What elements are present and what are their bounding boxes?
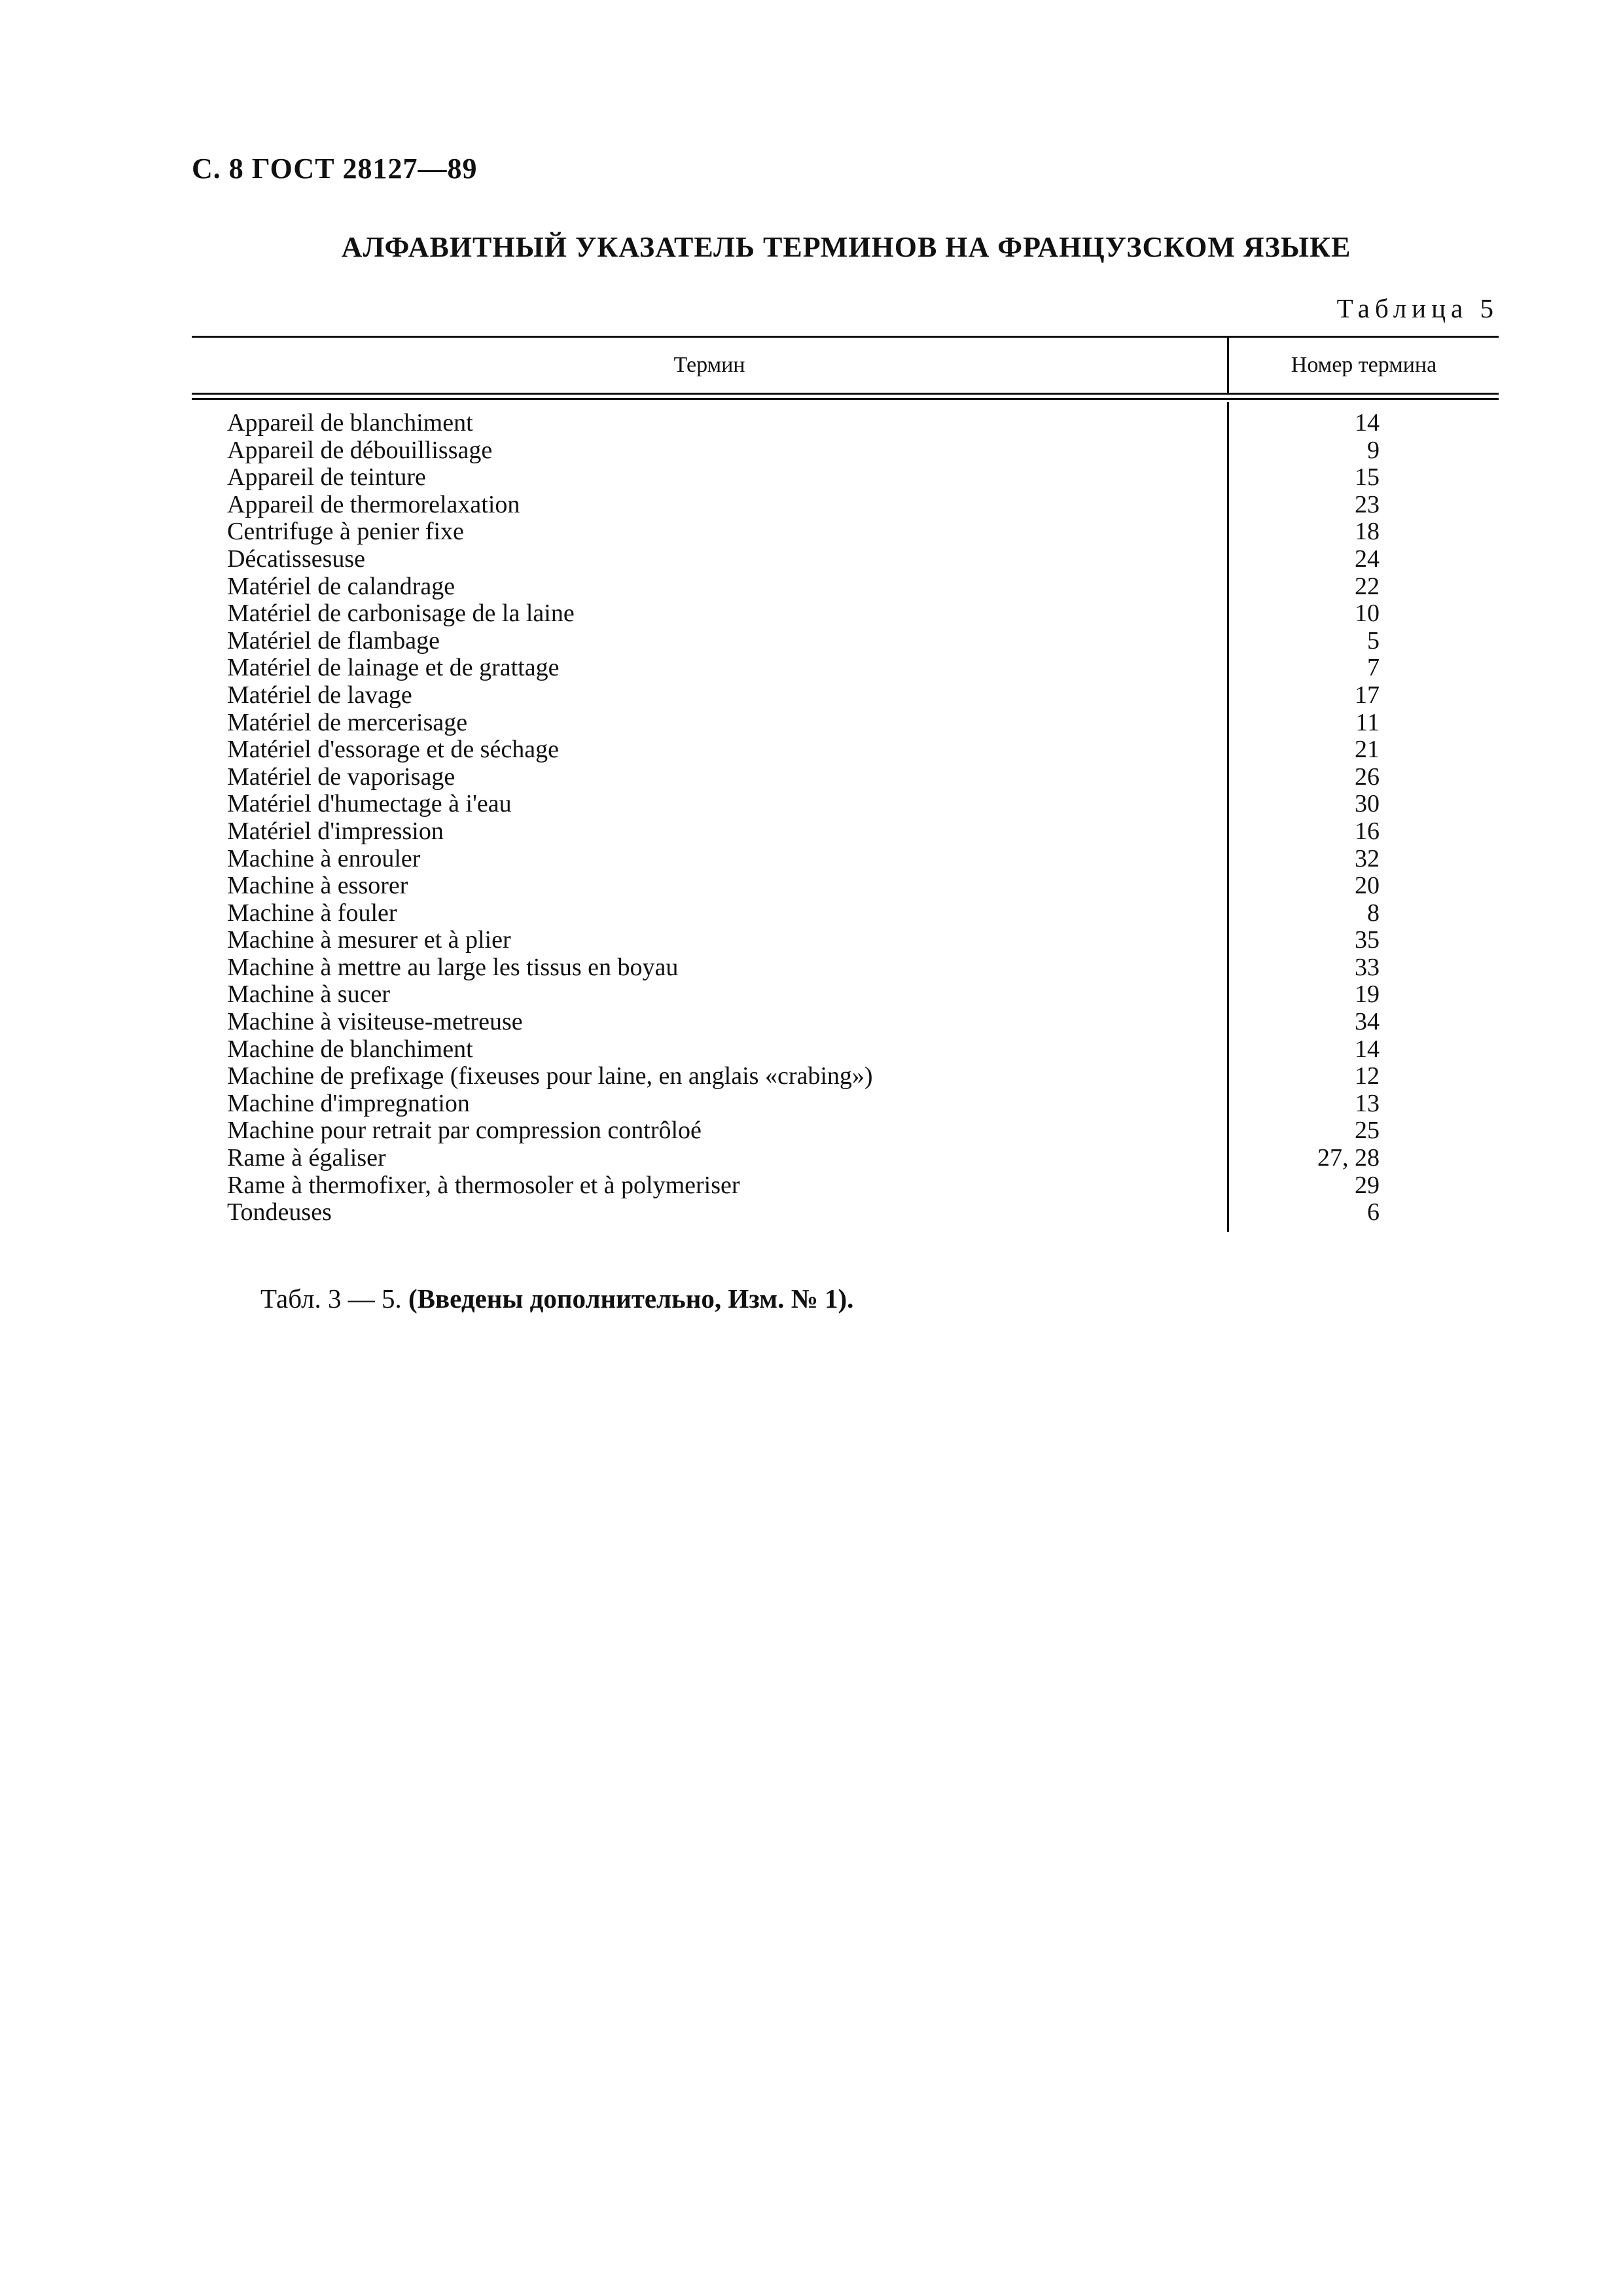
table-row-term: Machine à visiteuse-metreuse (227, 1008, 523, 1036)
table-row-term: Machine de blanchiment (227, 1035, 473, 1063)
table-row-term: Machine pour retrait par compression contrôloé (227, 1117, 702, 1145)
table-row-term: Machine à enrouler (227, 844, 421, 872)
table-row-term: Matériel de mercerisage (227, 708, 468, 736)
table-row-number: 14 (1355, 1035, 1380, 1063)
table-row-term: Machine à fouler (227, 899, 397, 927)
numbers-column (1229, 402, 1499, 1232)
table-row-term: Appareil de thermorelaxation (227, 490, 520, 518)
document-title: АЛФАВИТНЫЙ УКАЗАТЕЛЬ ТЕРМИНОВ НА ФРАНЦУЗСКОМ ЯЗЫКЕ (341, 231, 1351, 263)
table-row-term: Matériel de calandrage (227, 572, 455, 600)
table-row-number: 35 (1355, 926, 1380, 954)
table-row-term: Matériel d'impression (227, 817, 444, 845)
table-row-term: Matériel de flambage (227, 626, 440, 655)
table-row-term: Centrifuge à penier fixe (227, 518, 464, 546)
table-row-term: Tondeuses (227, 1198, 332, 1227)
table-row-number: 11 (1355, 708, 1380, 736)
table-caption: Таблица 5 (1336, 293, 1499, 323)
table-header-row (192, 338, 1499, 395)
table-row-number: 6 (1367, 1198, 1380, 1227)
table-row-number: 23 (1355, 490, 1380, 518)
table-row-number: 14 (1355, 409, 1380, 437)
table-row-number: 29 (1355, 1171, 1380, 1199)
table-row-number: 30 (1355, 790, 1380, 818)
table-body (192, 402, 1499, 1232)
table-row-number: 7 (1367, 654, 1380, 682)
table-row-term: Décatissesuse (227, 545, 366, 573)
table-row-number: 12 (1355, 1062, 1380, 1090)
table-row-number: 17 (1355, 681, 1380, 709)
table-row-number: 13 (1355, 1089, 1380, 1117)
table-row-number: 8 (1367, 899, 1380, 927)
table-row-term: Rame à égaliser (227, 1144, 386, 1172)
table-row-term: Appareil de teinture (227, 463, 426, 492)
table-row-number: 20 (1355, 872, 1380, 900)
table-row-term: Appareil de blanchiment (227, 409, 473, 437)
table-row-term: Machine à sucer (227, 980, 390, 1009)
table-row-number: 9 (1367, 436, 1380, 464)
table-row-number: 26 (1355, 762, 1380, 791)
column-header-term: Термин (192, 338, 1229, 393)
table-row-number: 19 (1355, 980, 1380, 1009)
page-header: С. 8 ГОСТ 28127—89 (192, 152, 478, 185)
table-row-number: 21 (1355, 736, 1380, 764)
table-row-term: Matériel d'humectage à i'eau (227, 790, 512, 818)
table-row-number: 34 (1355, 1008, 1380, 1036)
table-row-term: Machine à mesurer et à plier (227, 926, 511, 954)
table-row-number: 22 (1355, 572, 1380, 600)
table-row-number: 24 (1355, 545, 1380, 573)
table-row-number: 15 (1355, 463, 1380, 492)
footnote (260, 1283, 853, 1314)
table-row-number: 33 (1355, 953, 1380, 981)
table-row-term: Matériel de carbonisage de la laine (227, 600, 575, 628)
table-row-term: Machine d'impregnation (227, 1089, 470, 1117)
column-header-number: Номер термина (1291, 353, 1437, 377)
table-row-number: 27, 28 (1317, 1144, 1380, 1172)
footnote-reference: Табл. 3 — 5. (260, 1283, 402, 1314)
table-row-term: Matériel de lavage (227, 681, 412, 709)
table-row-term: Machine à mettre au large les tissus en boyau (227, 953, 679, 981)
table-row-term: Machine à essorer (227, 872, 408, 900)
table-row-term: Matériel de lainage et de grattage (227, 654, 560, 682)
table-row-number: 5 (1367, 626, 1380, 655)
table-row-number: 25 (1355, 1117, 1380, 1145)
table-row-term: Rame à thermofixer, à thermosoler et à polymeriser (227, 1171, 740, 1199)
table-row-term: Matériel d'essorage et de séchage (227, 736, 559, 764)
table-row-term: Machine de prefixage (fixeuses pour laine, en anglais «crabing») (227, 1062, 873, 1090)
table-row-term: Matériel de vaporisage (227, 762, 455, 791)
table-row-number: 18 (1355, 518, 1380, 546)
table-row-number: 10 (1355, 600, 1380, 628)
terms-column (192, 402, 1229, 1232)
footnote-amendment: (Введены дополнительно, Изм. № 1). (408, 1283, 854, 1314)
table-row-number: 32 (1355, 844, 1380, 872)
table-row-term: Appareil de débouillissage (227, 436, 493, 464)
table-row-number: 16 (1355, 817, 1380, 845)
terms-table (192, 336, 1499, 1232)
